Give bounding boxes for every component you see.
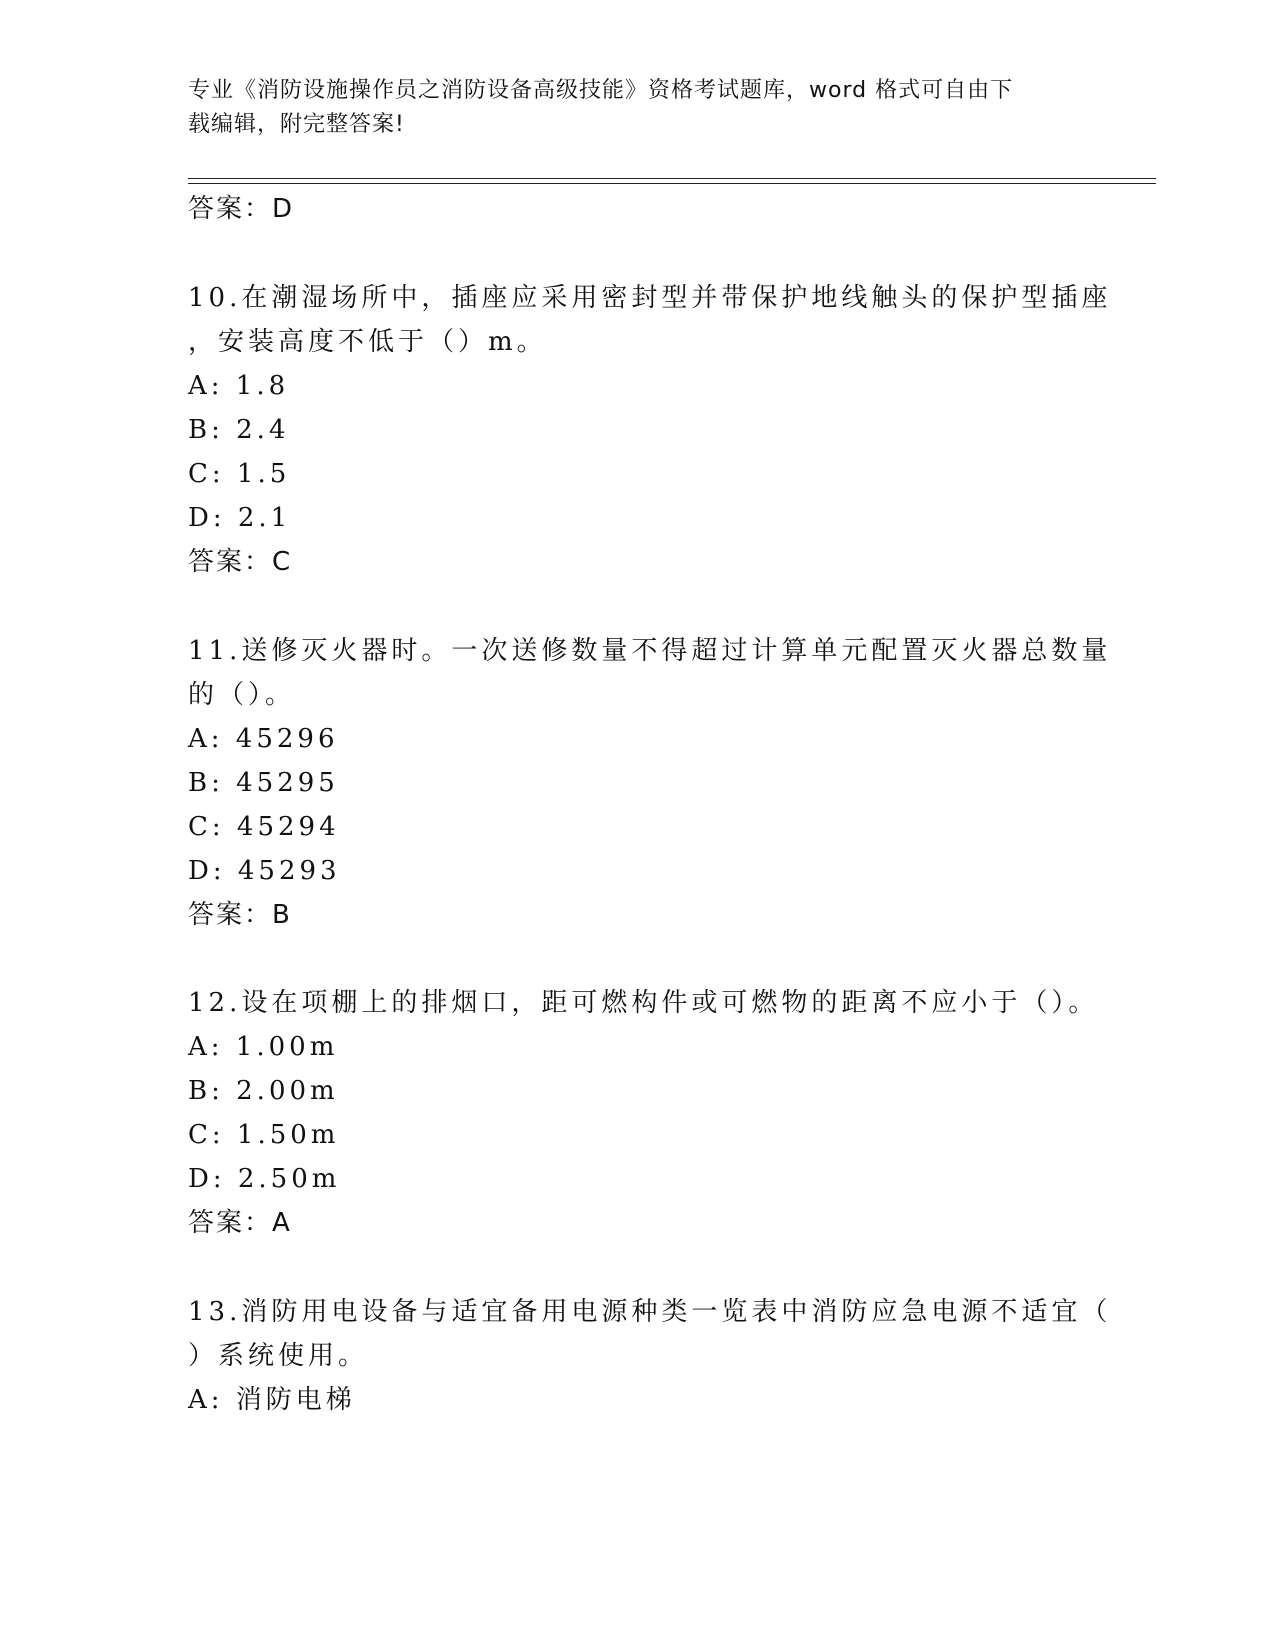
question-12-option-b: B: 2.00m [188, 1076, 339, 1106]
question-11-option-c: C: 45294 [188, 812, 340, 842]
question-12-option-d: D: 2.50m [188, 1164, 341, 1194]
question-10-option-b: B: 2.4 [188, 415, 290, 445]
question-11-option-b: B: 45295 [188, 768, 339, 798]
document-header [188, 74, 1068, 142]
header-line-2: 载编辑，附完整答案! [188, 112, 405, 137]
question-12-answer: 答案：A [188, 1208, 292, 1238]
question-12-text-line-1: 12.设在项棚上的排烟口，距可燃构件或可燃物的距离不应小于（）。 [188, 988, 1099, 1018]
question-13-text-line-2: ）系统使用。 [188, 1341, 369, 1371]
question-10-option-a: A: 1.8 [188, 371, 290, 401]
question-11-option-a: A: 45296 [188, 724, 339, 754]
question-11-option-d: D: 45293 [188, 856, 341, 886]
question-10-option-d: D: 2.1 [188, 503, 292, 533]
answer-previous: 答案：D [188, 194, 295, 224]
question-10-text-line-1: 10.在潮湿场所中，插座应采用密封型并带保护地线触头的保护型插座 [188, 283, 1112, 313]
question-10-text-line-2: ，安装高度不低于（）m。 [188, 327, 547, 357]
question-11-answer: 答案：B [188, 900, 292, 930]
header-divider-bottom [188, 183, 1156, 184]
question-12-option-a: A: 1.00m [188, 1032, 339, 1062]
question-13-text-line-1: 13.消防用电设备与适宜备用电源种类一览表中消防应急电源不适宜（ [188, 1297, 1112, 1327]
header-line-1: 专业《消防设施操作员之消防设备高级技能》资格考试题库，word 格式可自由下 [188, 78, 1014, 103]
question-10-answer: 答案：C [188, 547, 293, 577]
question-11-text-line-1: 11.送修灭火器时。一次送修数量不得超过计算单元配置灭火器总数量 [188, 636, 1112, 666]
question-10-option-c: C: 1.5 [188, 459, 291, 489]
question-11-text-line-2: 的（）。 [188, 680, 296, 710]
header-divider-top [188, 178, 1156, 179]
question-13-option-a: A: 消防电梯 [188, 1385, 356, 1415]
question-12-option-c: C: 1.50m [188, 1120, 340, 1150]
